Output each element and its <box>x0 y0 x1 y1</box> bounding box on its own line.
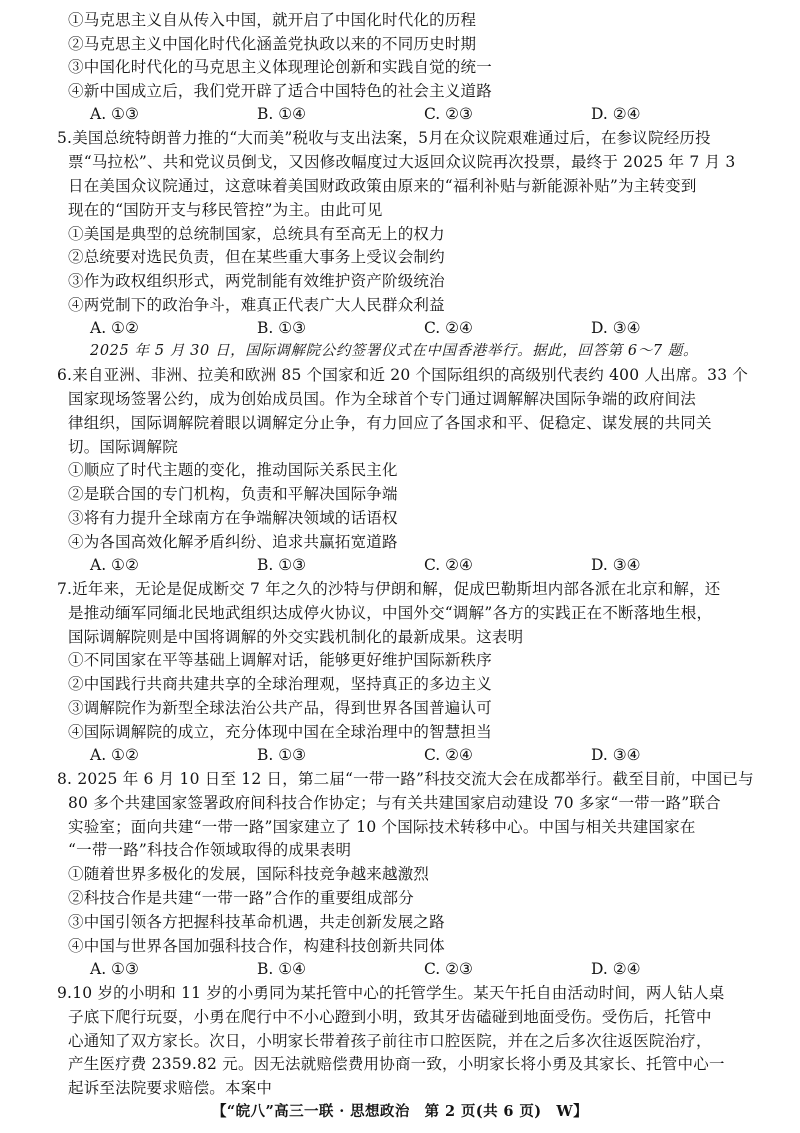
q6-statement-2: ②是联合国的专门机构，负责和平解决国际争端 <box>68 485 398 504</box>
q5-stem-line-4: 现在的“国防开支与移民管控”为主。由此可见 <box>68 200 383 219</box>
q8-statement-2: ②科技合作是共建“一带一路”合作的重要组成部分 <box>68 889 414 908</box>
q4-option-c: C. ②③ <box>424 105 473 124</box>
q8-option-b: B. ①④ <box>257 959 307 978</box>
q9-stem-line-1: 9.10 岁的小明和 11 岁的小勇同为某托管中心的托管学生。某天午托自由活动时间，两人钻人桌 <box>57 983 725 1002</box>
q5-stem-line-2: 票“马拉松”、共和党议员倒戈，又因修改幅度过大返回众议院再次投票，最终于 2025 年 7 月 3 <box>68 152 736 171</box>
q6-option-c: C. ②④ <box>424 555 473 574</box>
q9-stem-line-3: 心通知了双方家长。次日，小明家长带着孩子前往市口腔医院，并在之后多次往返医院治疗， <box>68 1031 712 1050</box>
q8-option-c: C. ②③ <box>424 959 473 978</box>
q8-statement-4: ④中国与世界各国加强科技合作，构建科技创新共同体 <box>68 936 445 955</box>
q4-statement-2: ②马克思主义中国化时代化涵盖党执政以来的不同历史时期 <box>68 34 477 53</box>
q8-stem-line-1: 8. 2025 年 6 月 10 日至 12 日，第二届“一带一路”科技交流大会在成都举行。截至目前，中国已与 <box>57 769 754 788</box>
q9-stem-line-5: 起诉至法院要求赔偿。本案中 <box>68 1079 273 1098</box>
q9-stem-line-2: 子底下爬行玩耍，小勇在爬行中不小心蹬到小明，致其牙齿磕碰到地面受伤。受伤后，托管中 <box>68 1007 712 1026</box>
q7-option-d: D. ③④ <box>591 745 641 764</box>
q7-option-a: A. ①② <box>90 745 139 764</box>
q8-option-d: D. ②④ <box>591 959 641 978</box>
q4-statement-4: ④新中国成立后，我们党开辟了适合中国特色的社会主义道路 <box>68 82 492 101</box>
q7-statement-2: ②中国践行共商共建共享的全球治理观，坚持真正的多边主义 <box>68 675 492 694</box>
q6-stem-line-2: 国家现场签署公约，成为创始成员国。作为全球首个专门通过调解解决国际争端的政府间法 <box>68 389 697 408</box>
q5-option-c: C. ②④ <box>424 319 473 338</box>
q5-stem-line-1: 5.美国总统特朗普力推的“大而美”税收与支出法案，5月在众议院艰难通过后，在参议院经历投 <box>57 129 711 148</box>
q6-option-d: D. ③④ <box>591 555 641 574</box>
q7-option-b: B. ①③ <box>257 745 307 764</box>
q4-option-a: A. ①③ <box>90 105 139 124</box>
q5-option-d: D. ③④ <box>591 319 641 338</box>
q5-option-b: B. ①③ <box>257 319 307 338</box>
q5-statement-3: ③作为政权组织形式，两党制能有效维护资产阶级统治 <box>68 272 445 291</box>
q8-stem-line-3: 实验室；面向共建“一带一路”国家建立了 10 个国际技术转移中心。中国与相关共建国家在 <box>68 817 696 836</box>
q6-stem-line-1: 6.来自亚洲、非洲、拉美和欧洲 85 个国家和近 20 个国际组织的高级别代表约 400 人出席。33 个 <box>57 365 749 384</box>
q5-stem-line-3: 日在美国众议院通过，这意味着美国财政政策由原来的“福利补贴与新能源补贴”为主转变到 <box>68 176 697 195</box>
q5-option-a: A. ①② <box>90 319 139 338</box>
q6-statement-1: ①顺应了时代主题的变化，推动国际关系民主化 <box>68 461 398 480</box>
q8-statement-1: ①随着世界多极化的发展，国际科技竞争越来越激烈 <box>68 865 430 884</box>
q5-statement-4: ④两党制下的政治争斗，难真正代表广大人民群众利益 <box>68 296 445 315</box>
q6-stem-line-4: 切。国际调解院 <box>68 437 178 456</box>
q6-option-b: B. ①③ <box>257 555 307 574</box>
q4-statement-3: ③中国化时代化的马克思主义体现理论创新和实践自觉的统一 <box>68 58 492 77</box>
q6-option-a: A. ①② <box>90 555 139 574</box>
q7-statement-3: ③调解院作为新型全球法治公共产品，得到世界各国普遍认可 <box>68 699 492 718</box>
q6-stem-line-3: 律组织，国际调解院着眼以调解定分止争，有力回应了各国求和平、促稳定、谋发展的共同关 <box>68 413 712 432</box>
q4-option-d: D. ②④ <box>591 105 641 124</box>
q6-statement-4: ④为各国高效化解矛盾纠纷、追求共赢拓宽道路 <box>68 533 398 552</box>
q8-stem-line-4: “一带一路”科技合作领域取得的成果表明 <box>68 841 352 860</box>
q6-statement-3: ③将有力提升全球南方在争端解决领域的话语权 <box>68 509 398 528</box>
page-footer: 【“皖八”高三一联 · 思想政治 第 2 页(共 6 页) W】 <box>212 1103 588 1120</box>
q4-statement-1: ①马克思主义自从传入中国，就开启了中国化时代化的历程 <box>68 10 477 29</box>
q5-statement-2: ②总统要对选民负责，但在某些重大事务上受议会制约 <box>68 248 445 267</box>
q7-stem-line-2: 是推动缅军同缅北民地武组织达成停火协议，中国外交“调解”各方的实践正在不断落地生根， <box>68 603 713 622</box>
q6-7-lead-note: 2025 年 5 月 30 日，国际调解院公约签署仪式在中国香港举行。据此，回答第 6～7 题。 <box>90 343 699 360</box>
q7-statement-4: ④国际调解院的成立，充分体现中国在全球治理中的智慧担当 <box>68 723 492 742</box>
q8-option-a: A. ①③ <box>90 959 139 978</box>
q8-stem-line-2: 80 多个共建国家签署政府间科技合作协定；与有关共建国家启动建设 70 多家“一带一路”联合 <box>68 793 721 812</box>
q5-statement-1: ①美国是典型的总统制国家，总统具有至高无上的权力 <box>68 224 445 243</box>
q9-stem-line-4: 产生医疗费 2359.82 元。因无法就赔偿费用协商一致，小明家长将小勇及其家长、托管中心一 <box>68 1055 725 1074</box>
q7-stem-line-1: 7.近年来，无论是促成断交 7 年之久的沙特与伊朗和解，促成巴勒斯坦内部各派在北京和解，还 <box>57 579 721 598</box>
q4-option-b: B. ①④ <box>257 105 307 124</box>
q8-statement-3: ③中国引领各方把握科技革命机遇，共走创新发展之路 <box>68 913 445 932</box>
q7-option-c: C. ②④ <box>424 745 473 764</box>
q7-statement-1: ①不同国家在平等基础上调解对话，能够更好维护国际新秩序 <box>68 651 492 670</box>
q7-stem-line-3: 国际调解院则是中国将调解的外交实践机制化的最新成果。这表明 <box>68 627 524 646</box>
